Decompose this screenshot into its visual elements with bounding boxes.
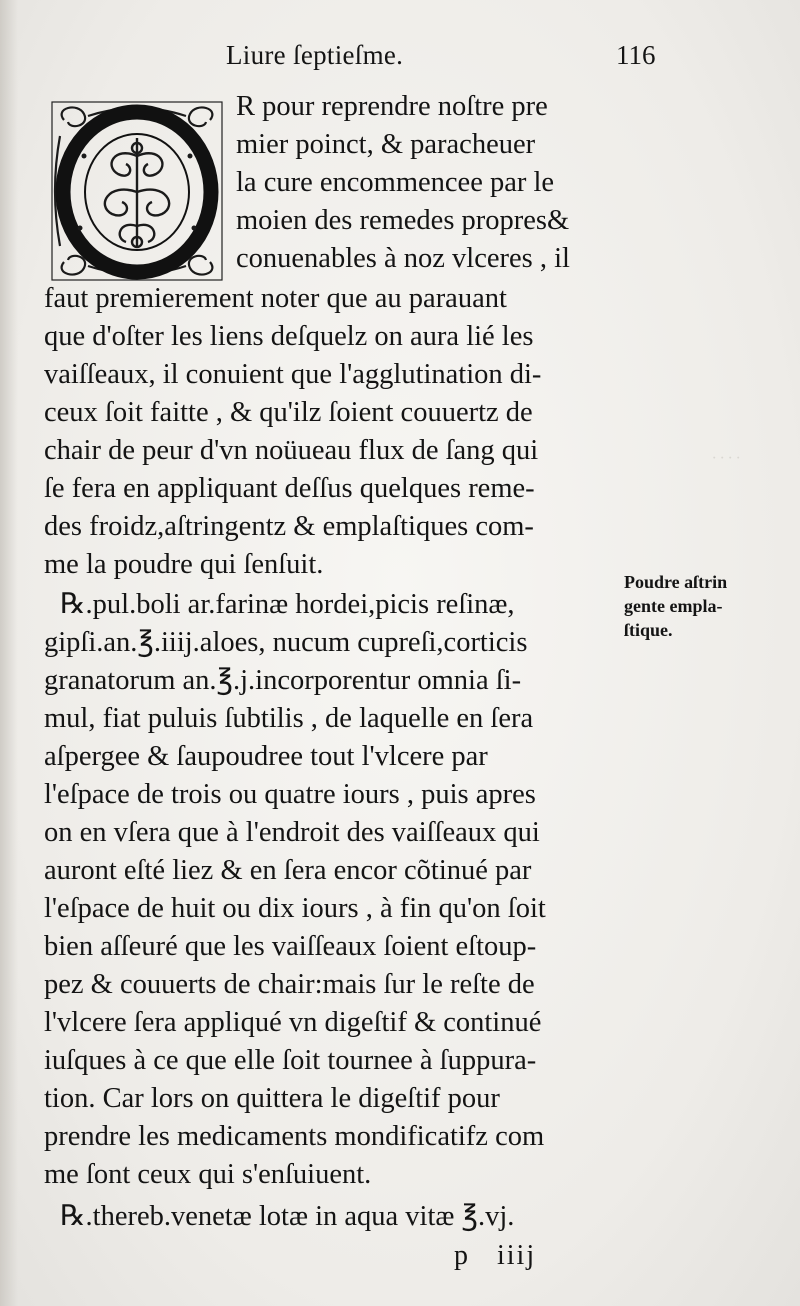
text-line: faut premierement noter que au parauant	[44, 283, 507, 314]
text-line: vaiſſeaux, il conuient que l'agglutination di-	[44, 359, 542, 390]
text-line: prendre les medicaments mondificatifz com	[44, 1121, 545, 1152]
text-line: l'vlcere ſera appliqué vn digeſtif & continué	[44, 1007, 542, 1038]
text-line: mul, fiat puluis ſubtilis , de laquelle en ſera	[44, 703, 534, 734]
text-line: que d'oſter les liens deſquelz on aura lié les	[44, 321, 534, 352]
margin-note	[624, 570, 794, 642]
text-line: granatorum an.℥.j.incorporentur omnia ſi-	[44, 665, 522, 696]
decorated-initial-o	[44, 96, 230, 286]
text-line: bien aſſeuré que les vaiſſeaux ſoient eſtoup-	[44, 931, 537, 962]
text-line: tion. Car lors on quittera le digeſtif pour	[44, 1083, 500, 1114]
text-line: pez & couuerts de chair:mais ſur le reſte de	[44, 969, 535, 1000]
text-line: l'eſpace de huit ou dix iours , à fin qu'on ſoit	[44, 893, 546, 924]
text-line: me la poudre qui ſenſuit.	[44, 549, 324, 580]
text-line: ceux ſoit faitte , & qu'ilz ſoient couuertz de	[44, 397, 533, 428]
text-line: auront eſté liez & en ſera encor cõtinué par	[44, 855, 532, 886]
margin-note-line: Poudre aſtrin	[624, 572, 728, 592]
text-line: on en vſera que à l'endroit des vaiſſeaux qui	[44, 817, 540, 848]
text-line: conuenables à noz vlceres , il	[236, 243, 570, 274]
text-line: iuſques à ce que elle ſoit tournee à ſuppura-	[44, 1045, 537, 1076]
folio-number: 116	[616, 40, 656, 70]
gutter-shadow	[0, 0, 18, 1306]
text-line: R pour reprendre noſtre pre	[236, 91, 548, 122]
signature-text: p iiij	[454, 1240, 537, 1271]
text-line: ſe fera en appliquant deſſus quelques reme-	[44, 473, 535, 504]
text-line: gipſi.an.℥.iiij.aloes, nucum cupreſi,corticis	[44, 627, 528, 658]
margin-note-line: ſtique.	[624, 620, 673, 640]
text-line: moien des remedes propres&	[236, 205, 570, 236]
text-line: ℞.thereb.venetæ lotæ in aqua vitæ ℥.vj.	[60, 1201, 515, 1232]
margin-note-line: gente empla-	[624, 596, 723, 616]
show-through-text: · · · ·	[712, 450, 740, 467]
running-title: Liure ſeptieſme.	[226, 40, 404, 70]
text-line: la cure encommencee par le	[236, 167, 555, 198]
text-line: me ſont ceux qui s'enſuiuent.	[44, 1159, 372, 1190]
text-line: des froidz,aſtringentz & emplaſtiques com-	[44, 511, 534, 542]
text-line: mier poinct, & paracheuer	[236, 129, 536, 160]
text-line: chair de peur d'vn noüueau flux de ſang qui	[44, 435, 539, 466]
text-line: ℞.pul.boli ar.farinæ hordei,picis reſinæ,	[60, 589, 515, 620]
signature-mark	[454, 1240, 536, 1272]
text-line: aſpergee & ſaupoudree tout l'vlcere par	[44, 741, 488, 772]
text-line: l'eſpace de trois ou quatre iours , puis apres	[44, 779, 536, 810]
